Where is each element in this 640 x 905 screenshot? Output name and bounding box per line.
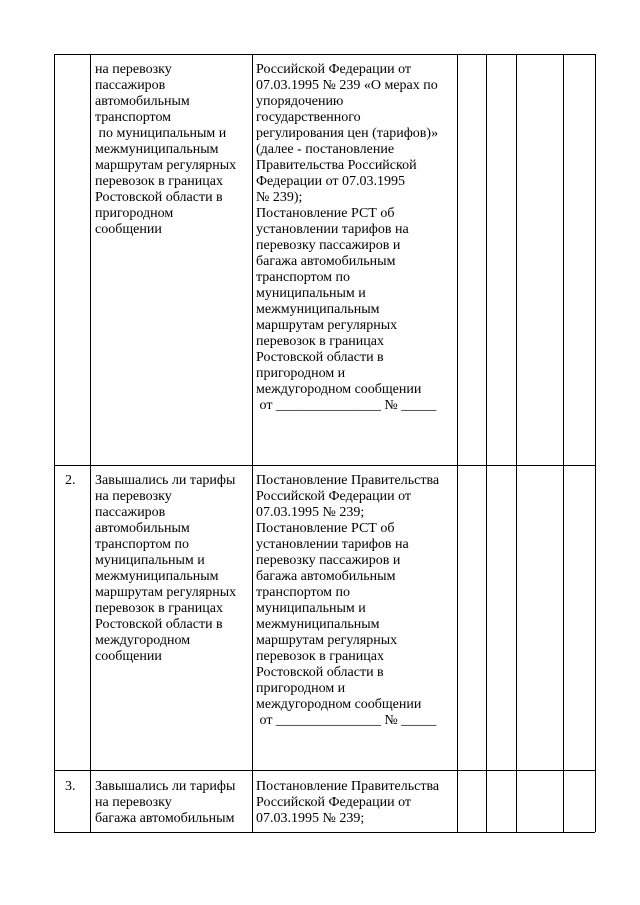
column-divider [486, 54, 487, 832]
row-divider [54, 465, 595, 466]
row-number: 2. [65, 473, 76, 488]
column-divider [457, 54, 458, 832]
question-cell: Завышались ли тарифы на перевозку багажа автомобильным [95, 779, 236, 826]
table-border-right [595, 54, 596, 832]
column-divider [252, 54, 253, 832]
row-divider [54, 54, 595, 55]
table-border-left [54, 54, 55, 832]
legal-basis-cell: Постановление Правительства Российской Федерации от 07.03.1995 № 239; [256, 779, 440, 826]
question-cell: на перевозку пассажиров автомобильным транспортом по муниципальным и межмуниципальным маршрутам регулярных перевозок в границах Ростовской области в пригородном сообщении [95, 62, 237, 237]
row-number: 3. [65, 779, 76, 794]
column-divider [516, 54, 517, 832]
question-cell: Завышались ли тарифы на перевозку пассажиров автомобильным транспортом по муниципальным и межмуниципальным маршрутам регулярных перевозок в границах Ростовской области в междугородном сообщении [95, 473, 237, 664]
table-border-bottom [54, 832, 595, 833]
column-divider [90, 54, 91, 832]
row-divider [54, 770, 595, 771]
legal-basis-cell: Российской Федерации от 07.03.1995 № 239 «О мерах по упорядочению государственного регулирования цен (тарифов)» (далее - постановление Правительства Российской Федерации от 07.03.1995 № 239); Постановление РСТ об установлении тарифов на перевозку пассажиров и багажа автомобильным транспортом по муниципальным и межмуниципальным маршрутам регулярных перевозок в границах Ростовской области в пригородном и междугородном сообщении от _______________ № _____ [256, 62, 439, 413]
column-divider [563, 54, 564, 832]
legal-basis-cell: Постановление Правительства Российской Федерации от 07.03.1995 № 239; Постановление РСТ об установлении тарифов на перевозку пассажиров и багажа автомобильным транспортом по муниципальным и межмуниципальным маршрутам регулярных перевозок в границах Ростовской области в пригородном и междугородном сообщении от _______________ № _____ [256, 473, 440, 728]
